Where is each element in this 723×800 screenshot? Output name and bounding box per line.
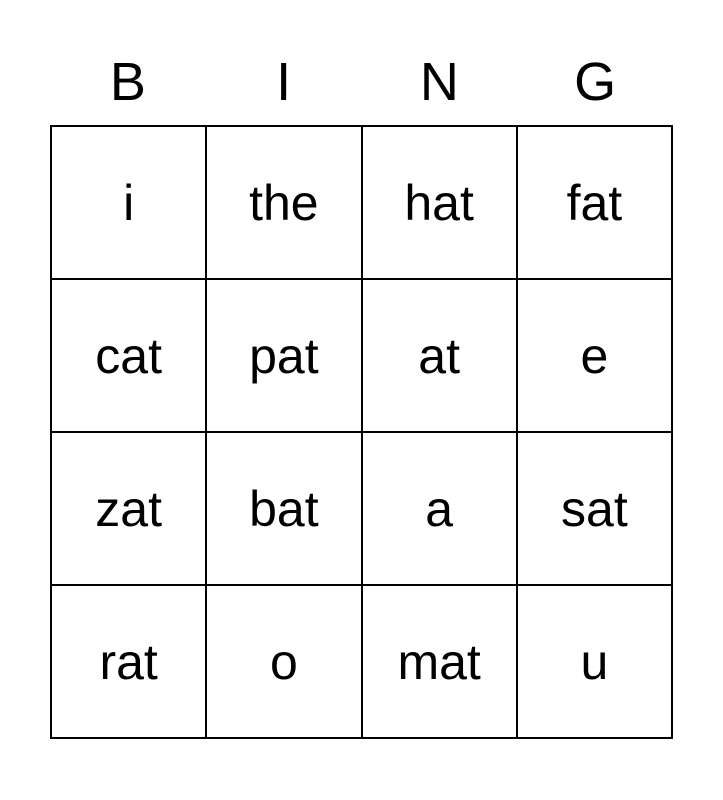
bingo-row (52, 127, 673, 280)
bingo-header-letter-i: I (276, 52, 292, 112)
bingo-row (52, 280, 673, 433)
bingo-header-letter-g: G (574, 52, 617, 112)
bingo-card (50, 40, 673, 739)
bingo-cell[interactable]: pat (207, 280, 362, 433)
bingo-cell[interactable]: the (207, 127, 362, 280)
bingo-cell[interactable]: sat (518, 433, 673, 586)
bingo-cell[interactable]: mat (363, 586, 518, 739)
bingo-cell[interactable]: i (52, 127, 207, 280)
bingo-cell[interactable]: fat (518, 127, 673, 280)
bingo-header-letter-n: N (419, 52, 459, 112)
bingo-cell[interactable]: at (363, 280, 518, 433)
bingo-cell[interactable]: e (518, 280, 673, 433)
bingo-cell[interactable]: cat (52, 280, 207, 433)
bingo-cell[interactable]: zat (52, 433, 207, 586)
bingo-row (52, 433, 673, 586)
bingo-cell[interactable]: bat (207, 433, 362, 586)
bingo-header-row (50, 40, 673, 125)
bingo-row (52, 586, 673, 739)
bingo-cell[interactable]: rat (52, 586, 207, 739)
bingo-grid (50, 125, 673, 739)
bingo-cell[interactable]: a (363, 433, 518, 586)
bingo-header-letter-b: B (109, 52, 146, 112)
bingo-cell[interactable]: u (518, 586, 673, 739)
bingo-cell[interactable]: o (207, 586, 362, 739)
bingo-cell[interactable]: hat (363, 127, 518, 280)
